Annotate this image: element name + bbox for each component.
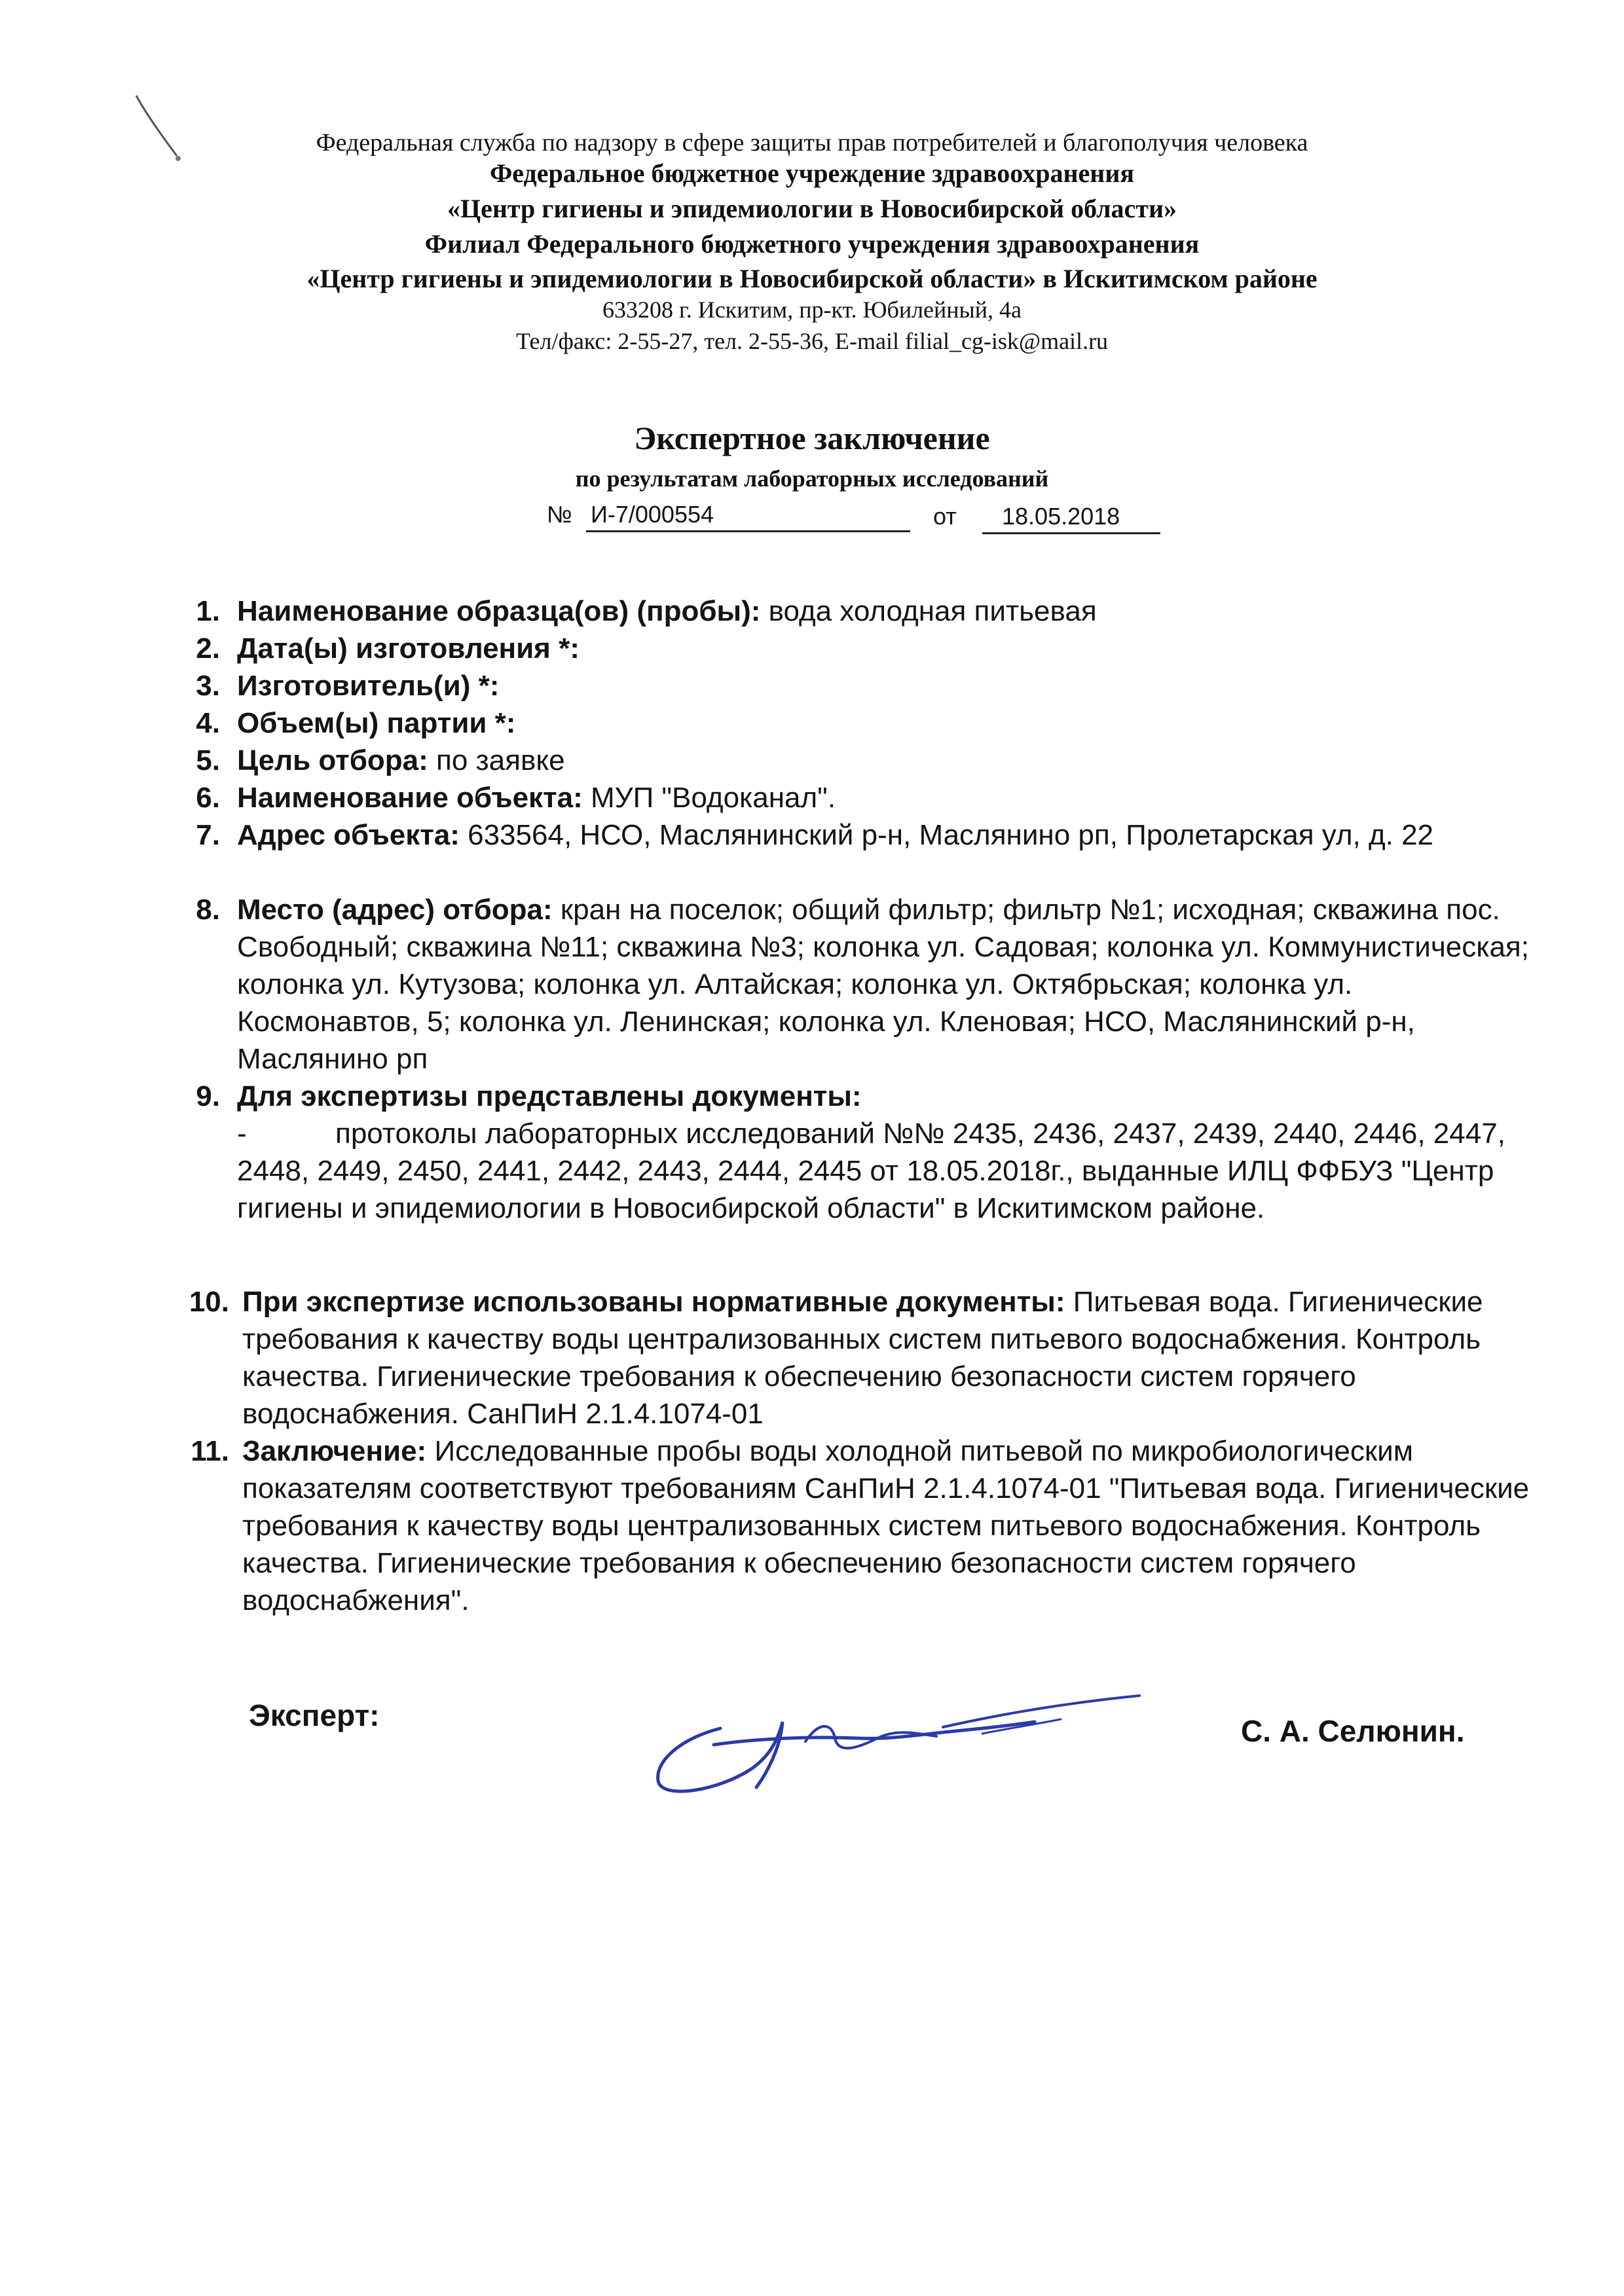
date-label: от <box>933 503 957 530</box>
item-label: Объем(ы) партии *: <box>237 707 516 739</box>
item-number: 5. <box>196 744 220 776</box>
item-label: Наименование объекта: <box>237 782 583 814</box>
item-value: кран на поселок; общий фильтр; фильтр №1; исходная; скважина пос. Свободный; скважина №11; скважина №3; колонка ул. Садовая; колонка ул. Коммунистическая; колонка ул. Кутузова; колонка ул. Алтайская; колонка ул. Октябрьская; колонка ул. Космонавтов, 5; колонка ул. Ленинская; колонка ул. Кленовая; НСО, Маслянинский р-н, Маслянино рп <box>237 894 1529 1075</box>
document-title: Экспертное заключение <box>634 420 990 456</box>
item-label: Цель отбора: <box>237 744 428 776</box>
item-9-protocols: протоколы лабораторных исследований №№ 2435, 2436, 2437, 2439, 2440, 2446, 2447, 2448, 2449, 2450, 2441, 2442, 2443, 2444, 2445 от 18.05.2018г., выданные ИЛЦ ФФБУЗ "Центр гигиены и эпидемиологии в Новосибирской области" в Искитимском районе. <box>237 1118 1505 1224</box>
header-branch-name: «Центр гигиены и эпидемиологии в Новосибирской области» в Искитимском районе <box>306 264 1318 293</box>
item-value: 633564, НСО, Маслянинский р-н, Маслянино рп, Пролетарская ул, д. 22 <box>459 819 1434 851</box>
item-label: Для экспертизы представлены документы: <box>237 1080 862 1112</box>
document-subtitle: по результатам лабораторных исследований <box>575 465 1049 492</box>
document-number: И-7/000554 <box>591 501 714 528</box>
item-label: Место (адрес) отбора: <box>237 894 553 926</box>
item-value: МУП "Водоканал". <box>582 782 836 814</box>
item-value: по заявке <box>428 744 565 776</box>
item-label: Дата(ы) изготовления *: <box>237 632 580 665</box>
item-number: 6. <box>196 782 220 814</box>
date-underline <box>982 532 1160 534</box>
item-number: 3. <box>196 670 220 702</box>
item-label: Адрес объекта: <box>237 819 460 851</box>
item-label: Заключение: <box>242 1435 427 1467</box>
item-number: 7. <box>196 819 220 851</box>
item-number: 11. <box>191 1435 229 1467</box>
item-number: 8. <box>196 894 220 926</box>
number-underline <box>586 530 910 532</box>
handwritten-signature <box>642 1676 1153 1807</box>
item-number: 9. <box>196 1080 220 1112</box>
header-contacts: Тел/факс: 2-55-27, тел. 2-55-36, E-mail filial_cg-isk@mail.ru <box>515 328 1109 354</box>
item-label: Изготовитель(и) *: <box>237 670 500 702</box>
item-number: 4. <box>196 707 220 739</box>
item-value: Исследованные пробы воды холодной питьевой по микробиологическим показателям соответствуют требованиям СанПиН 2.1.4.1074-01 "Питьевая вода. Гигиенические требования к качеству воды централизованных систем питьевого водоснабжения. Контроль качества. Гигиенические требования к обеспечению безопасности систем горячего водоснабжения". <box>242 1435 1530 1616</box>
list-dash: - <box>237 1118 247 1150</box>
number-label: № <box>547 501 572 528</box>
document-date: 18.05.2018 <box>1002 503 1120 530</box>
item-value: вода холодная питьевая <box>760 595 1097 627</box>
expert-label: Эксперт: <box>249 1698 380 1732</box>
header-institution-name: «Центр гигиены и эпидемиологии в Новосибирской области» <box>447 194 1177 223</box>
item-label: Наименование образца(ов) (пробы): <box>237 595 761 627</box>
signer-name: С. А. Селюнин. <box>1241 1714 1465 1748</box>
item-label: При экспертизе использованы нормативные документы: <box>242 1286 1065 1318</box>
item-value: Питьевая вода. Гигиенические требования к качеству воды централизованных систем питьевого водоснабжения. Контроль качества. Гигиенические требования к обеспечению безопасности систем горячего водоснабжения. СанПиН 2.1.4.1074-01 <box>242 1286 1483 1430</box>
item-number: 1. <box>196 595 220 627</box>
header-branch: Филиал Федерального бюджетного учреждения здравоохранения <box>424 229 1200 259</box>
header-ministry: Федеральная служба по надзору в сфере защиты прав потребителей и благополучия человека <box>316 129 1308 156</box>
header-address: 633208 г. Искитим, пр-кт. Юбилейный, 4а <box>602 297 1022 323</box>
item-number: 10. <box>189 1286 229 1318</box>
item-number: 2. <box>196 632 220 665</box>
header-institution: Федеральное бюджетное учреждение здравоохранения <box>489 158 1135 188</box>
